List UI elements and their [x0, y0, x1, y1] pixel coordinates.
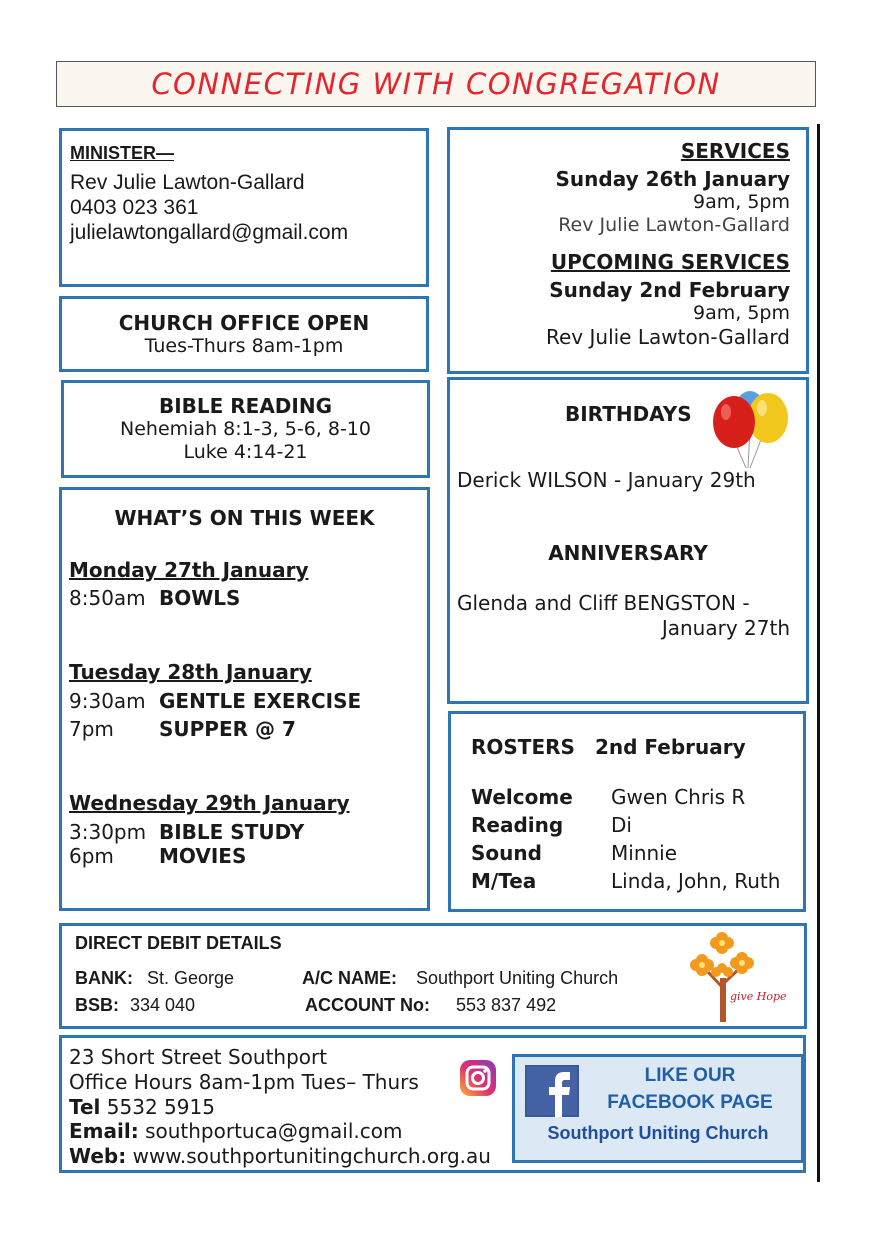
- office-hours-line: Office Hours 8am-1pm Tues– Thurs: [69, 1070, 419, 1094]
- roster-names: Minnie: [611, 841, 678, 865]
- bank-label: BANK:: [75, 968, 133, 988]
- roster-role: Welcome: [471, 785, 573, 809]
- bsb-value: 334 040: [130, 995, 196, 1015]
- whats-on-heading: WHAT’S ON THIS WEEK: [114, 506, 375, 530]
- web-line: [69, 1144, 491, 1168]
- direct-debit-heading: DIRECT DEBIT DETAILS: [75, 933, 282, 953]
- upcoming-service-times: 9am, 5pm: [693, 302, 790, 324]
- facebook-page-name: Southport Uniting Church: [547, 1123, 769, 1143]
- event-name: SUPPER @ 7: [159, 717, 296, 741]
- event-time: 8:50am: [69, 586, 146, 610]
- event-time: 7pm: [69, 717, 114, 741]
- email-line: [69, 1119, 402, 1143]
- minister-name: Rev Julie Lawton-Gallard: [70, 171, 305, 194]
- bible-reading-1: Nehemiah 8:1-3, 5-6, 8-10: [120, 418, 371, 440]
- minister-email[interactable]: julielawtongallard@gmail.com: [70, 221, 349, 244]
- whats-on-box: [59, 487, 430, 911]
- office-box: [59, 296, 429, 372]
- facebook-icon: [525, 1065, 579, 1117]
- email-label: Email:: [69, 1119, 139, 1143]
- acname-label: A/C NAME:: [302, 968, 397, 988]
- day-heading-tuesday: Tuesday 28th January: [69, 660, 312, 684]
- minister-phone: 0403 023 361: [70, 196, 199, 219]
- direct-debit-box: [59, 923, 807, 1029]
- minister-box: [59, 128, 429, 287]
- web-link[interactable]: www.southportunitingchurch.org.au: [132, 1144, 491, 1168]
- vertical-divider: [817, 124, 820, 1182]
- web-label: Web:: [69, 1144, 127, 1168]
- bank-value: St. George: [147, 968, 235, 988]
- roster-role: M/Tea: [471, 869, 537, 893]
- office-hours: Tues-Thurs 8am-1pm: [144, 335, 344, 357]
- email-value[interactable]: southportuca@gmail.com: [145, 1119, 403, 1143]
- event-time: 6pm: [69, 844, 114, 868]
- rosters-box: [448, 711, 806, 912]
- facebook-cta-line1: LIKE OUR: [644, 1065, 736, 1086]
- page-header: [56, 61, 816, 107]
- roster-names: Gwen Chris R: [611, 785, 746, 809]
- services-heading: SERVICES: [680, 139, 790, 163]
- event-name: GENTLE EXERCISE: [159, 689, 362, 713]
- bible-heading: BIBLE READING: [158, 394, 333, 418]
- service-date: Sunday 26th January: [555, 167, 790, 191]
- anniversary-heading: ANNIVERSARY: [548, 541, 708, 565]
- birthdays-box: [447, 377, 809, 704]
- roster-role: Reading: [471, 813, 564, 837]
- give-hope-logo: [686, 928, 796, 1026]
- account-label: ACCOUNT No:: [305, 995, 430, 1015]
- event-time: 3:30pm: [69, 820, 147, 844]
- tel-label: Tel: [69, 1095, 101, 1119]
- event-name: BOWLS: [159, 586, 241, 610]
- services-box: [447, 127, 809, 374]
- birthdays-heading: BIRTHDAYS: [565, 402, 692, 426]
- bible-reading-box: [61, 380, 430, 478]
- balloons-icon: [706, 388, 796, 470]
- upcoming-service-minister: Rev Julie Lawton-Gallard: [546, 325, 790, 349]
- account-value: 553 837 492: [456, 995, 557, 1015]
- roster-names: Di: [611, 813, 632, 837]
- office-heading: CHURCH OFFICE OPEN: [118, 311, 370, 335]
- event-name: BIBLE STUDY: [159, 820, 305, 844]
- instagram-icon[interactable]: [458, 1058, 498, 1098]
- day-heading-monday: Monday 27th January: [69, 558, 309, 582]
- bsb-label: BSB:: [75, 995, 119, 1015]
- tel-line: [69, 1095, 215, 1119]
- facebook-panel[interactable]: [512, 1054, 804, 1163]
- tel-value: 5532 5915: [106, 1095, 215, 1119]
- upcoming-services-heading: UPCOMING SERVICES: [550, 250, 790, 274]
- give-hope-logo-text: give Hope: [730, 990, 787, 1003]
- birthday-entry: Derick WILSON - January 29th: [457, 468, 756, 492]
- anniversary-entry-2: January 27th: [661, 616, 790, 640]
- service-minister: Rev Julie Lawton-Gallard: [558, 214, 790, 236]
- event-name: MOVIES: [159, 844, 247, 868]
- rosters-date: 2nd February: [595, 735, 746, 759]
- anniversary-entry-1: Glenda and Cliff BENGSTON -: [457, 591, 750, 615]
- address: 23 Short Street Southport: [69, 1045, 328, 1069]
- rosters-heading: ROSTERS: [471, 735, 575, 759]
- day-heading-wednesday: Wednesday 29th January: [69, 791, 350, 815]
- roster-names: Linda, John, Ruth: [611, 869, 781, 893]
- page-title: CONNECTING WITH CONGREGATION: [151, 67, 721, 101]
- minister-heading: MINISTER—: [70, 143, 175, 163]
- event-time: 9:30am: [69, 689, 146, 713]
- upcoming-service-date: Sunday 2nd February: [549, 278, 790, 302]
- roster-role: Sound: [471, 841, 542, 865]
- facebook-cta-line2: FACEBOOK PAGE: [607, 1092, 773, 1113]
- service-times: 9am, 5pm: [693, 191, 790, 213]
- bible-reading-2: Luke 4:14-21: [183, 441, 308, 463]
- contact-box: [59, 1035, 806, 1173]
- acname-value: Southport Uniting Church: [416, 968, 619, 988]
